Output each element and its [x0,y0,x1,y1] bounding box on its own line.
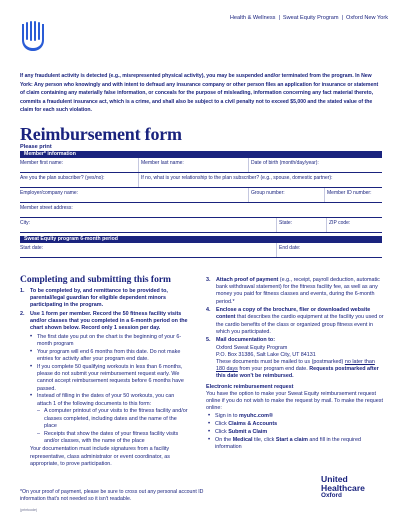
dash-icon: – [37,408,40,415]
start-claim-label: Start a claim [275,436,308,443]
mail-note-end: from your program end date. [237,366,308,373]
page-title: Reimbursement form [20,124,182,144]
step-middle: tile, click [252,436,276,443]
instruction-item-1 [20,288,190,310]
sub-bullet-text: A computer printout of your visits to the fitness facility and/or classes completed, including dates and the name of the place [44,408,188,429]
completing-section-title: Completing and submitting this form [20,275,171,285]
mail-deadline: no later than 180 days [216,359,375,373]
bullet-item [30,349,190,363]
employer-name-field[interactable]: Employer/company name: [20,189,79,196]
electronic-request-text: You have the option to make your Sweat Equity reimbursement request online if you do not wish to make the request by mail. To make the request online: [206,390,383,412]
instruction-item-3 [206,277,384,306]
bullet-item [30,334,190,348]
mail-note: These documents must be mailed to us (postmarked) [216,359,345,366]
sub-bullet-item [37,408,190,430]
header-link-oxford-new-york[interactable]: Oxford New York [346,15,388,21]
item-number: 2. [20,311,25,317]
myuhc-link[interactable]: myuhc.com [238,413,269,420]
brand-line-1: United [321,474,348,484]
mail-address-line-2: P.O. Box 31386, Salt Lake City, UT 84131 [216,351,316,358]
instruction-text [216,277,384,306]
city-field[interactable]: City: [20,219,30,226]
item-number: 3. [206,277,211,283]
online-step [208,421,384,428]
step-text [215,429,267,436]
header-link-health-wellness[interactable]: Health & Wellness [229,15,276,21]
header-separator: | [278,15,280,21]
bullet-item [30,364,190,393]
online-step [208,429,384,436]
bullet-dot-icon: • [30,364,33,370]
form-row-employer [20,188,382,203]
bullet-dot-icon: • [30,349,33,355]
bullet-text: If you complete 50 qualifying workouts in less than 6 months, please do not submit your reimbursement request early. We cannot accept reimbursement requests before 6 months have passed. [37,364,184,392]
program-period-header: Sweat Equity program 6-month period [20,236,382,243]
instruction-bullets [30,334,190,445]
instruction-item-4 [206,307,384,336]
step-text [215,413,273,420]
bullet-dot-icon: • [208,413,211,420]
mail-heading: Mail documentation to: [216,337,275,344]
header-nav [230,15,388,21]
instruction-text: To be completed by, and remittance to be provided to, parental/legal guardian for eligible dependent minors participating in the program. [30,288,168,309]
plan-subscriber-field[interactable]: Are you the plan subscriber? (yes/no): [20,174,105,181]
instruction-item-5 [206,337,384,380]
step-prefix: On the [215,436,233,443]
bullet-dot-icon: • [30,393,33,400]
bullet-text: Instead of filling in the dates of your 50 workouts, you can attach 1 of the following documents to this form: [37,393,175,407]
united-healthcare-logo [321,475,365,501]
sub-bullet-item [37,431,190,445]
member-last-name-field[interactable]: Member last name: [138,158,248,172]
mailing-instructions [216,337,384,380]
online-step [208,413,384,420]
documentation-note: Your documentation must include signatures from a facility representative, class administrator or event coordinator, as appropriate, to prove participation. [30,446,170,467]
header-separator: | [341,15,344,21]
date-of-birth-field[interactable]: Date of birth (month/day/year): [248,158,382,172]
submit-claim-label: Submit a Claim [228,429,268,436]
start-date-field[interactable]: Start date: [20,244,44,251]
state-field[interactable]: State: [276,218,326,232]
step-prefix: Sign in to [215,413,239,420]
medical-label: Medical [232,436,253,443]
dash-icon: – [37,430,40,437]
reimbursement-form [20,151,382,258]
step-text [215,437,384,451]
bullet-dot-icon: • [208,421,211,428]
zip-code-field[interactable]: ZIP code: [326,218,382,232]
instructions-left-column [20,288,190,468]
end-date-field[interactable]: End date: [276,243,382,257]
bullet-dot-icon: • [208,429,211,436]
instruction-item-2 [20,311,190,333]
step-prefix: Click [215,429,229,436]
brand-line-2: Healthcare [321,482,365,493]
step-text [215,421,277,428]
brand-line-3: Oxford [321,492,342,499]
item-number: 5. [206,337,211,344]
instruction-text [216,307,384,336]
sub-bullet-text: Receipts that show the dates of your fitness facility visits and/or classes, with the name of the place [44,430,179,444]
bullet-item [30,393,190,407]
claims-accounts-label: Claims & Accounts [228,421,278,428]
please-print-label: Please print [20,144,52,150]
form-row-address [20,203,382,218]
electronic-request-title: Electronic reimbursement request [206,383,294,390]
mail-address-line-1: Oxford Sweat Equity Program [216,344,288,351]
relationship-field[interactable]: If no, what is your relationship to the plan subscriber? (e.g., spouse, domestic partner): [138,173,382,187]
instructions-right-column [206,277,384,453]
instruction-text: Use 1 form per member. Record the 50 fitness facility visits and/or classes that you completed in a 6-month period on the chart shown below. Record only 1 session per day. [30,311,188,332]
member-first-name-field[interactable]: Member first name: [20,159,64,166]
uhc-u-logo-icon [20,20,46,52]
member-info-header: Member* information [20,151,382,158]
bullet-dot-icon: • [30,334,33,340]
footnote: *On your proof of payment, please be sure to cross out any personal account ID information that's not needed so it isn't readable. [20,489,204,502]
instruction-bold: Enclose a copy of the brochure, flier or downloaded website content [216,307,371,321]
instruction-rest: (e.g., receipt, payroll deduction, automatic bank withdrawal statement) for the fitness facility fee, as well as any money you paid for fitness classes and events, during the 6-month period.* [216,277,380,305]
bullet-text: The first date you put on the chart is the beginning of your 6-month program [37,334,182,348]
group-number-field[interactable]: Group number: [248,188,324,202]
step-prefix: Click [215,421,229,428]
bullet-text: Your program will end 6 months from this date. Do not make entries for activity after your program end date. [37,349,181,363]
online-step [208,437,384,451]
form-row-dates [20,243,382,258]
postmark-warning: Requests postmarked after this date won't be reimbursed. [216,366,379,380]
registered-mark: ® [268,413,273,420]
form-row-city [20,218,382,233]
print-code: (printcode) [20,508,38,512]
step-end: and fill in the required information [215,436,361,451]
form-row-name [20,158,382,173]
instruction-bold: Attach proof of payment [216,277,279,283]
member-id-field[interactable]: Member ID number: [324,188,382,202]
bullet-dot-icon: • [208,436,211,443]
street-address-field[interactable]: Member street address: [20,204,73,211]
item-number: 1. [20,288,25,294]
fraud-warning: If any fraudulent activity is detected (e.g., misrepresented physical activity), you may be suspended and/or terminated from the program. In New York: Any person who knowingly and with intent to defraud any insurance company or other person files an application for insurance or statement of claim containing any materially false information, or conceals for the purpose of misleading, information concerning any fact material thereto, commits a fraudulent insurance act, which is a crime, and shall also be subject to a civil penalty not to exceed $5,000 and the stated value of the claim for each such violation. [20,73,379,113]
header-link-sweat-equity[interactable]: Sweat Equity Program [282,15,339,21]
instruction-rest: that describes the cardio equipment at the facility you used or the cardio benefits of the class or organized group fitness event in which you participated. [216,314,384,335]
form-row-subscriber [20,173,382,188]
item-number: 4. [206,307,211,314]
online-steps [208,413,384,451]
